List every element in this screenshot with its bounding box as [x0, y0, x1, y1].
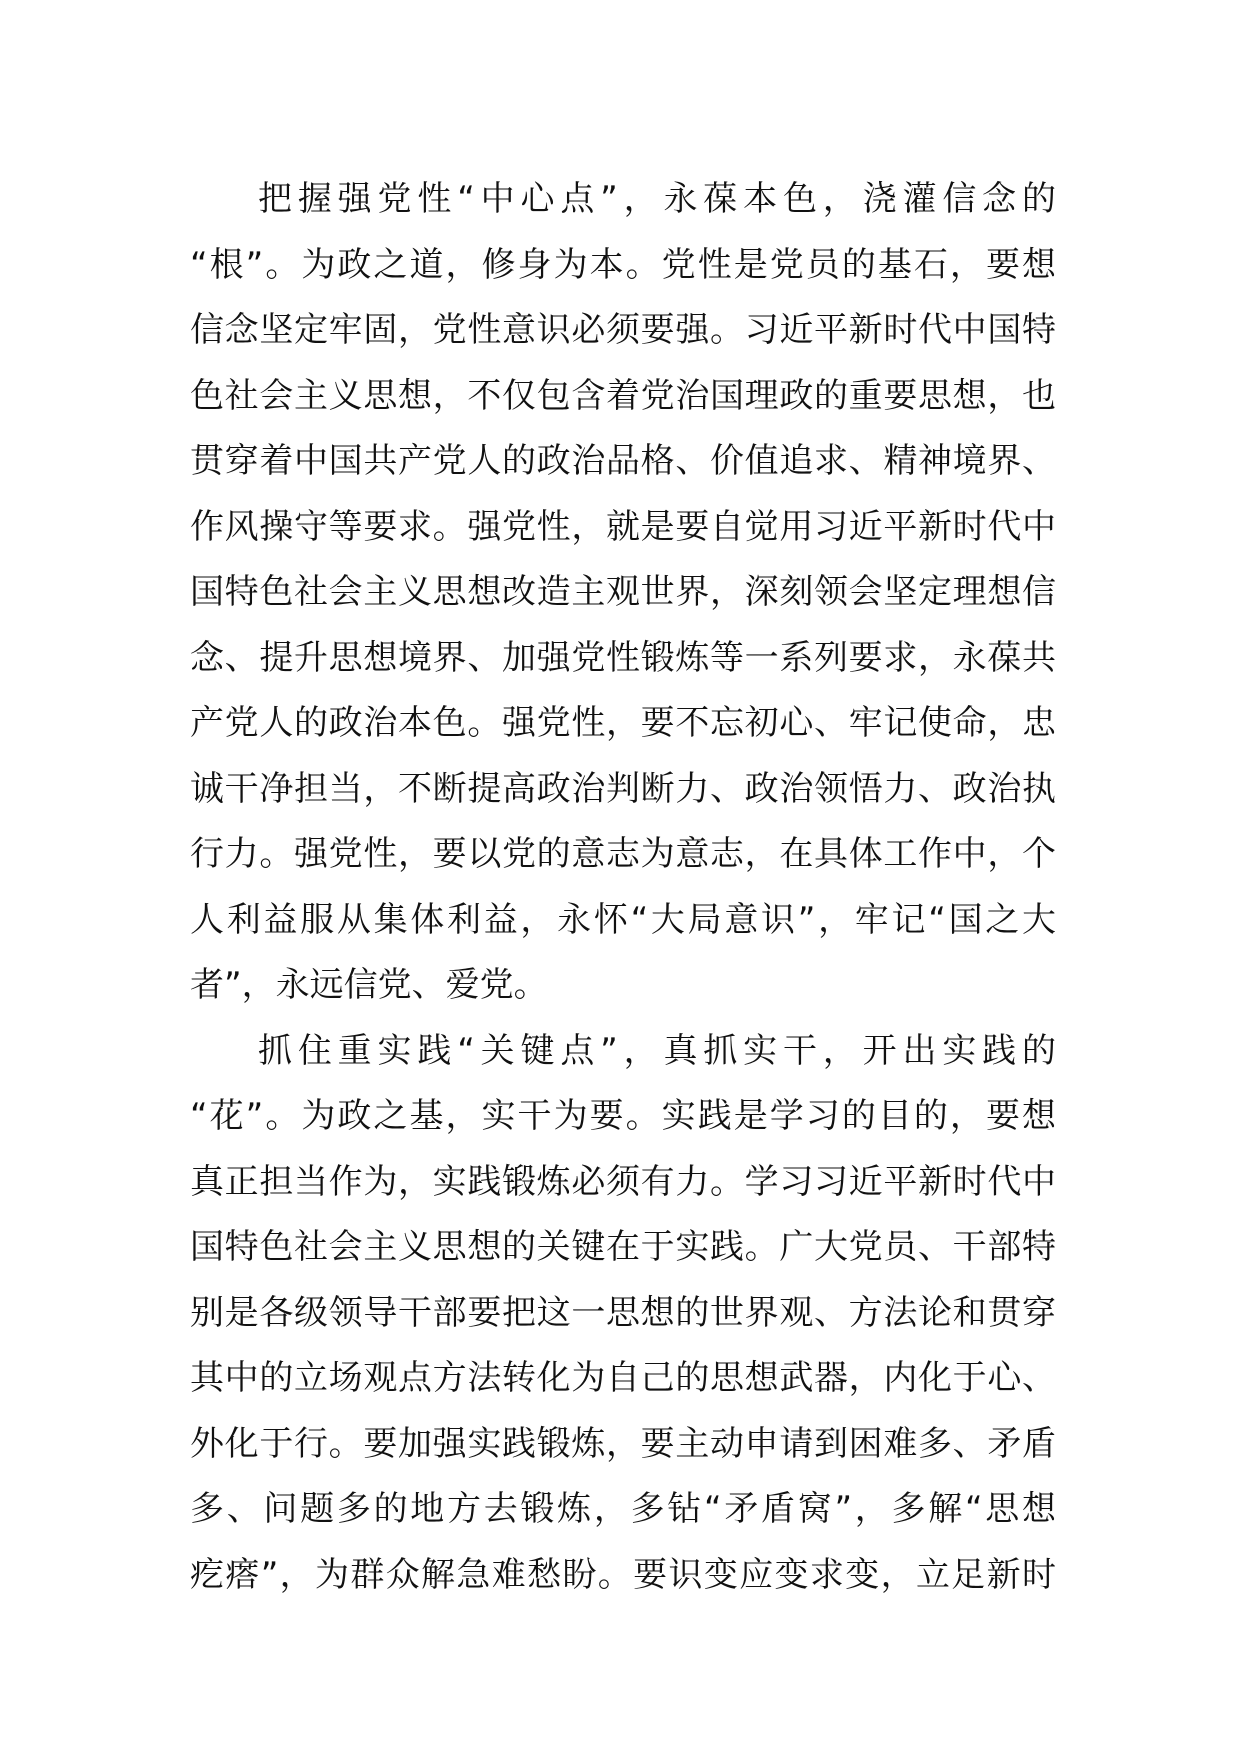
paragraph-line: 别是各级领导干部要把这一思想的世界观、方法论和贯穿	[190, 1292, 1056, 1333]
paragraph-line: 贯穿着中国共产党人的政治品格、价值追求、精神境界、	[190, 441, 1056, 481]
paragraph-line: 多、问题多的地方去锻炼，多钻“矛盾窝”，多解“思想	[190, 1489, 1056, 1529]
paragraph-line: 外化于行。要加强实践锻炼，要主动申请到困难多、矛盾	[190, 1423, 1056, 1464]
document-body	[190, 167, 1056, 1608]
paragraph-line: 其中的立场观点方法转化为自己的思想武器，内化于心、	[190, 1358, 1056, 1398]
paragraph-line: 国特色社会主义思想的关键在于实践。广大党员、干部特	[190, 1227, 1056, 1267]
paragraph-line: “根”。为政之道，修身为本。党性是党员的基石，要想	[190, 244, 1056, 285]
paragraph-practice	[190, 1019, 1056, 1609]
paragraph-line: 抓住重实践“关键点”，真抓实干，开出实践的	[258, 1030, 1056, 1071]
paragraph-line: 念、提升思想境界、加强党性锻炼等一系列要求，永葆共	[190, 637, 1056, 678]
paragraph-line: 行力。强党性，要以党的意志为意志，在具体工作中，个	[190, 834, 1056, 874]
paragraph-line: “花”。为政之基，实干为要。实践是学习的目的，要想	[190, 1096, 1056, 1136]
paragraph-line: 信念坚定牢固，党性意识必须要强。习近平新时代中国特	[190, 310, 1056, 350]
paragraph-line: 疙瘩”，为群众解急难愁盼。要识变应变求变，立足新时	[190, 1554, 1056, 1595]
paragraph-line: 人利益服从集体利益，永怀“大局意识”，牢记“国之大	[190, 899, 1056, 940]
paragraph-line: 国特色社会主义思想改造主观世界，深刻领会坚定理想信	[190, 572, 1056, 612]
paragraph-line: 把握强党性“中心点”，永葆本色，浇灌信念的	[258, 179, 1056, 219]
paragraph-line: 诚干净担当，不断提高政治判断力、政治领悟力、政治执	[190, 768, 1056, 809]
paragraph-line: 真正担当作为，实践锻炼必须有力。学习习近平新时代中	[190, 1161, 1056, 1202]
paragraph-line: 作风操守等要求。强党性，就是要自觉用习近平新时代中	[190, 506, 1056, 547]
paragraph-line: 者”，永远信党、爱党。	[190, 965, 548, 1005]
paragraph-line: 产党人的政治本色。强党性，要不忘初心、牢记使命，忠	[190, 703, 1056, 743]
paragraph-party-spirit	[190, 167, 1056, 1019]
paragraph-line: 色社会主义思想，不仅包含着党治国理政的重要思想，也	[190, 375, 1056, 416]
